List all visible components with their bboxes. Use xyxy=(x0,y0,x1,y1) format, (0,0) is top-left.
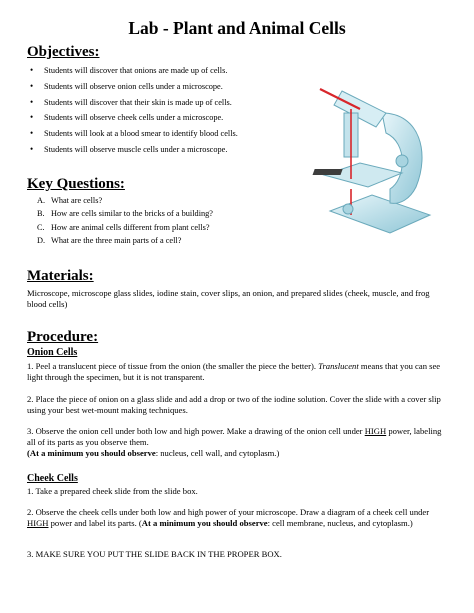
key-question-item: B. How are cells similar to the bricks of a building? xyxy=(37,209,213,219)
key-question-item: C. How are animal cells different from plant cells? xyxy=(37,222,210,232)
cheek-step-1: 1. Take a prepared cheek slide from the slide box. xyxy=(27,486,198,496)
page-title: Lab - Plant and Animal Cells xyxy=(128,18,346,38)
objective-item: • Students will observe onion cells under a microscope. xyxy=(30,79,238,95)
materials-text: Microscope, microscope glass slides, iodine stain, cover slips, an onion, and prepared slides (cheek, muscle, and frog blood cells) xyxy=(27,288,430,310)
objective-item: • Students will observe cheek cells under a microscope. xyxy=(30,110,238,126)
objective-item: • Students will discover that their skin is made up of cells. xyxy=(30,95,238,111)
procedure-heading: Procedure: xyxy=(27,329,99,345)
materials-heading: Materials: xyxy=(27,268,94,284)
objectives-list xyxy=(30,63,238,158)
onion-step-1: 1. Peel a translucent piece of tissue from the onion (the smaller the piece the better). Translucent means that you can see light through the specimen, but it is not transparent. xyxy=(27,361,441,383)
objectives-heading: Objectives: xyxy=(27,44,100,60)
objective-item: • Students will observe muscle cells under a microscope. xyxy=(30,142,238,158)
cheek-step-2: 2. Observe the cheek cells under both low and high power of your microscope. Draw a diagram of a cheek cell under HIGH power and label its parts. (At a minimum you should observe: cell membrane, nucleus, and cytoplasm.) xyxy=(27,507,430,529)
objective-item: • Students will look at a blood smear to identify blood cells. xyxy=(30,126,238,142)
key-question-item: D. What are the three main parts of a cell? xyxy=(37,235,182,245)
cheek-cells-heading: Cheek Cells xyxy=(27,473,78,484)
microscope-icon xyxy=(290,83,450,243)
key-questions-heading: Key Questions: xyxy=(27,176,125,192)
key-questions-list xyxy=(37,194,213,247)
onion-cells-heading: Onion Cells xyxy=(27,347,78,358)
cheek-step-3: 3. MAKE SURE YOU PUT THE SLIDE BACK IN THE PROPER BOX. xyxy=(27,549,282,559)
onion-step-3: 3. Observe the onion cell under both low and high power. Make a drawing of the onion cell under HIGH power, labeling all of its parts as you observe them. (At a minimum you should observe: nucleus, cell wall, and cytoplasm.) xyxy=(27,426,442,459)
key-question-item: A. What are cells? xyxy=(37,196,103,205)
objective-item: • Students will discover that onions are made up of cells. xyxy=(30,63,238,79)
onion-step-2: 2. Place the piece of onion on a glass slide and add a drop or two of the iodine solution. Cover the slide with a cover slip using your best wet-mount making techniques. xyxy=(27,394,441,416)
